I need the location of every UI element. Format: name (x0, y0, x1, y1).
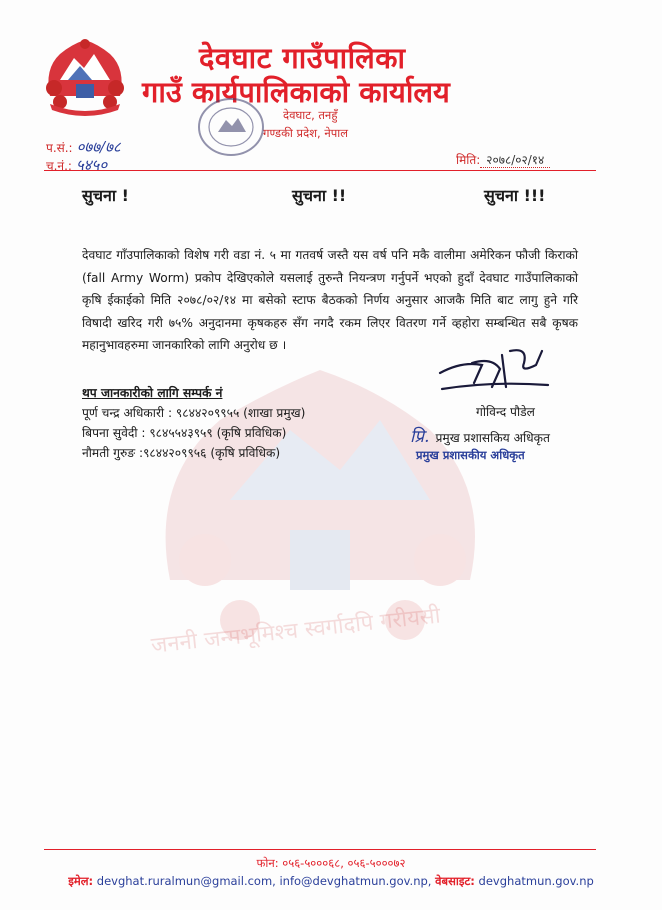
date-label: मिति: (456, 153, 481, 167)
signatory-name: गोविन्द पौडेल (476, 405, 535, 419)
nepal-government-emblem-icon (40, 34, 130, 116)
footer-phone: फोन: ०५६-५०००६८, ०५६-५०००७२ (256, 856, 406, 870)
website-link[interactable]: devghatmun.gov.np (478, 874, 594, 888)
chalani-label: च.नं.: (46, 159, 72, 173)
notice-body: देवघाट गाँउपालिकाको विशेष गरी वडा नं. ५ मा गतवर्ष जस्तै यस वर्ष पनि मकै वालीमा अमेरिकन फौजी किराको (fall Army Worm) प्रकोप देखिएकोले यसलाई तुरुन्तै नियन्त्रण गर्नुपर्ने भएको हुदाँ देवघाट गाउँपालिकाको कृषि ईकाईको मिति २०७८/०२/१४ मा बसेको स्टाफ बैठकको निर्णय अनुसार आजकै मिति बाट लागु हुने गरि विषादी खरिद गरी ७५% अनुदानमा कृषकहरु सँग नगदै रकम लिएर वितरण गर्ने व्हहोरा सम्बन्धित सबै कृषक महानुभावहरुमा जानकारिको लागि अनुरोध छ । (82, 248, 578, 352)
letter-date (456, 151, 550, 168)
header-divider (44, 170, 596, 171)
office-seal-icon (196, 96, 266, 158)
date-value: २०७८/०२/१४ (480, 153, 550, 168)
signatory-stamp: प्रमुख प्रशासकीय अधिकृत (416, 448, 525, 462)
contact-line: नौमती गुरुङ :९८४४२०९९५६ (कृषि प्रविधिक) (82, 446, 281, 460)
footer-divider (44, 849, 596, 850)
contact-line: बिपना सुवेदी : ९८४५५४३९५९ (कृषि प्रविधिक) (82, 426, 287, 440)
contact-title: थप जानकारीको लागि सम्पर्क नं (82, 386, 223, 400)
address-line1: देवघाट, तनहुँ (283, 108, 338, 122)
signatory-title-text: प्रमुख प्रशासकिय अधिकृत (435, 431, 550, 445)
patra-value: ०७७/७८ (76, 138, 121, 156)
handwritten-signature-icon (432, 343, 552, 395)
website-label: वेबसाइट: (435, 874, 475, 888)
email-link[interactable]: devghat.ruralmun@gmail.com, info@devghatmun.gov.np, (96, 874, 432, 888)
chalani-number (46, 155, 107, 175)
for-mark: प्रि. (410, 427, 430, 447)
address-line2: गण्डकी प्रदेश, नेपाल (263, 126, 349, 140)
signatory-title (410, 424, 550, 447)
notice-heading-left: सुचना ! (82, 186, 129, 205)
notice-heading-right: सुचना !!! (484, 186, 546, 205)
chalani-value: ५४५० (75, 156, 108, 174)
office-title-line1: देवघाट गाउँपालिका (199, 41, 406, 75)
contact-line: पूर्ण चन्द्र अधिकारी : ९८४४२०९९५५ (शाखा प्रमुख) (82, 406, 306, 420)
email-label: इमेल: (68, 874, 94, 888)
patra-label: प.सं.: (46, 141, 73, 155)
footer-contact (0, 874, 662, 889)
office-title-line2: गाउँ कार्यपालिकाको कार्यालय (142, 75, 450, 109)
patra-sankhya (46, 137, 121, 157)
notice-heading-center: सुचना !! (292, 186, 347, 205)
watermark-motto: जननी जन्मभूमिश्च स्वर्गादपि गरीयसी (149, 603, 442, 659)
